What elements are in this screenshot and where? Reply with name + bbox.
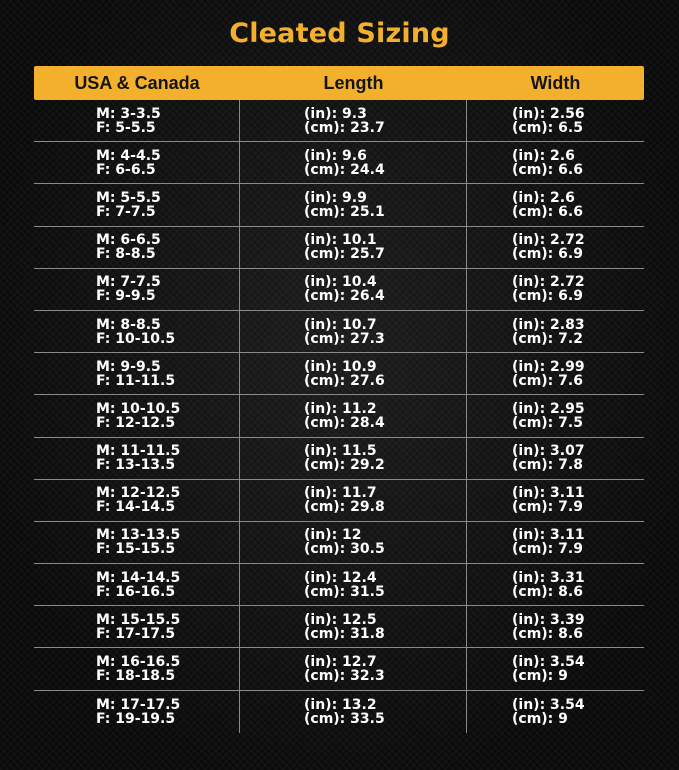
length-in: (in): 10.9 (304, 358, 377, 375)
header-usa-canada: USA & Canada (74, 72, 200, 93)
width-in: (in): 3.39 (512, 611, 585, 628)
cell-usa-canada (34, 691, 240, 733)
length-cm: (cm): 24.4 (304, 161, 385, 178)
width-in: (in): 2.83 (512, 316, 585, 333)
length-in: (in): 10.4 (304, 274, 377, 291)
page-title: Cleated Sizing (229, 18, 450, 49)
width-cm: (cm): 9 (512, 668, 568, 685)
width-in: (in): 3.54 (512, 654, 585, 671)
cell-length (240, 691, 467, 733)
women-size: F: 9-9.5 (96, 288, 156, 305)
cell-length (240, 184, 467, 225)
cell-width (467, 269, 644, 310)
table-row (34, 395, 644, 437)
length-in: (in): 12.4 (304, 569, 377, 586)
cell-usa-canada (34, 648, 240, 689)
table-row (34, 311, 644, 353)
width-cm: (cm): 7.9 (512, 541, 583, 558)
length-in: (in): 11.7 (304, 485, 377, 502)
cell-usa-canada (34, 184, 240, 225)
women-size: F: 13-13.5 (96, 457, 176, 474)
length-cm: (cm): 23.7 (304, 119, 385, 136)
length-in: (in): 11.2 (304, 400, 377, 417)
cell-length (240, 353, 467, 394)
women-size: F: 17-17.5 (96, 625, 176, 642)
cell-length (240, 480, 467, 521)
width-cm: (cm): 9 (512, 710, 568, 727)
cell-length (240, 311, 467, 352)
length-cm: (cm): 29.2 (304, 457, 385, 474)
width-cm: (cm): 6.6 (512, 203, 583, 220)
length-in: (in): 9.9 (304, 189, 367, 206)
men-size: M: 12-12.5 (96, 485, 181, 502)
table-row (34, 522, 644, 564)
length-cm: (cm): 31.8 (304, 625, 385, 642)
table-body (34, 100, 644, 733)
cell-usa-canada (34, 269, 240, 310)
table-header (34, 66, 644, 100)
men-size: M: 4-4.5 (96, 147, 161, 164)
table-row (34, 648, 644, 690)
cell-usa-canada (34, 395, 240, 436)
cell-width (467, 100, 644, 141)
width-in: (in): 2.56 (512, 105, 585, 122)
width-in: (in): 2.72 (512, 274, 585, 291)
length-cm: (cm): 29.8 (304, 499, 385, 516)
length-cm: (cm): 27.3 (304, 330, 385, 347)
width-in: (in): 2.6 (512, 147, 575, 164)
women-size: F: 19-19.5 (96, 710, 176, 727)
length-cm: (cm): 25.1 (304, 203, 385, 220)
table-row (34, 691, 644, 733)
cell-width (467, 438, 644, 479)
width-in: (in): 3.11 (512, 527, 585, 544)
men-size: M: 5-5.5 (96, 189, 161, 206)
width-cm: (cm): 6.9 (512, 288, 583, 305)
length-cm: (cm): 28.4 (304, 414, 385, 431)
cell-width (467, 648, 644, 689)
width-cm: (cm): 6.6 (512, 161, 583, 178)
cell-width (467, 606, 644, 647)
length-in: (in): 11.5 (304, 443, 377, 460)
men-size: M: 11-11.5 (96, 443, 181, 460)
length-cm: (cm): 33.5 (304, 710, 385, 727)
table-row (34, 269, 644, 311)
width-in: (in): 3.11 (512, 485, 585, 502)
cell-width (467, 227, 644, 268)
length-in: (in): 10.1 (304, 232, 377, 249)
width-cm: (cm): 8.6 (512, 625, 583, 642)
width-in: (in): 2.6 (512, 189, 575, 206)
men-size: M: 17-17.5 (96, 696, 181, 713)
cell-length (240, 564, 467, 605)
women-size: F: 18-18.5 (96, 668, 176, 685)
cell-usa-canada (34, 100, 240, 141)
cell-width (467, 395, 644, 436)
cell-length (240, 395, 467, 436)
men-size: M: 15-15.5 (96, 611, 181, 628)
men-size: M: 9-9.5 (96, 358, 161, 375)
cell-length (240, 606, 467, 647)
cell-width (467, 480, 644, 521)
length-cm: (cm): 27.6 (304, 372, 385, 389)
cell-length (240, 227, 467, 268)
men-size: M: 10-10.5 (96, 400, 181, 417)
men-size: M: 16-16.5 (96, 654, 181, 671)
width-cm: (cm): 7.9 (512, 499, 583, 516)
cell-usa-canada (34, 606, 240, 647)
length-in: (in): 10.7 (304, 316, 377, 333)
women-size: F: 15-15.5 (96, 541, 176, 558)
cell-width (467, 142, 644, 183)
cell-length (240, 100, 467, 141)
width-in: (in): 3.54 (512, 696, 585, 713)
men-size: M: 13-13.5 (96, 527, 181, 544)
cell-usa-canada (34, 564, 240, 605)
cell-width (467, 311, 644, 352)
cell-usa-canada (34, 522, 240, 563)
width-in: (in): 2.72 (512, 232, 585, 249)
length-cm: (cm): 30.5 (304, 541, 385, 558)
men-size: M: 14-14.5 (96, 569, 181, 586)
length-cm: (cm): 26.4 (304, 288, 385, 305)
cell-usa-canada (34, 353, 240, 394)
table-row (34, 100, 644, 142)
table-row (34, 227, 644, 269)
men-size: M: 6-6.5 (96, 232, 161, 249)
women-size: F: 8-8.5 (96, 246, 156, 263)
table-row (34, 606, 644, 648)
width-cm: (cm): 6.9 (512, 246, 583, 263)
cell-usa-canada (34, 480, 240, 521)
width-cm: (cm): 6.5 (512, 119, 583, 136)
cell-width (467, 522, 644, 563)
table-row (34, 353, 644, 395)
men-size: M: 7-7.5 (96, 274, 161, 291)
length-in: (in): 13.2 (304, 696, 377, 713)
women-size: F: 6-6.5 (96, 161, 156, 178)
width-cm: (cm): 7.8 (512, 457, 583, 474)
length-in: (in): 9.6 (304, 147, 367, 164)
length-cm: (cm): 25.7 (304, 246, 385, 263)
cell-usa-canada (34, 227, 240, 268)
width-cm: (cm): 7.6 (512, 372, 583, 389)
width-in: (in): 2.95 (512, 400, 585, 417)
cell-width (467, 691, 644, 733)
header-width: Width (530, 72, 581, 93)
women-size: F: 5-5.5 (96, 119, 156, 136)
cell-width (467, 353, 644, 394)
table-row (34, 142, 644, 184)
width-cm: (cm): 7.2 (512, 330, 583, 347)
women-size: F: 12-12.5 (96, 414, 176, 431)
men-size: M: 8-8.5 (96, 316, 161, 333)
women-size: F: 10-10.5 (96, 330, 176, 347)
cell-usa-canada (34, 438, 240, 479)
length-in: (in): 12.7 (304, 654, 377, 671)
cell-usa-canada (34, 142, 240, 183)
cell-usa-canada (34, 311, 240, 352)
header-length: Length (323, 72, 384, 93)
cell-length (240, 522, 467, 563)
length-in: (in): 12 (304, 527, 362, 544)
women-size: F: 11-11.5 (96, 372, 176, 389)
width-cm: (cm): 7.5 (512, 414, 583, 431)
width-in: (in): 3.31 (512, 569, 585, 586)
sizing-table (34, 66, 644, 733)
cell-length (240, 142, 467, 183)
table-row (34, 184, 644, 226)
width-cm: (cm): 8.6 (512, 583, 583, 600)
length-in: (in): 9.3 (304, 105, 367, 122)
table-row (34, 564, 644, 606)
width-in: (in): 3.07 (512, 443, 585, 460)
women-size: F: 14-14.5 (96, 499, 176, 516)
cell-width (467, 564, 644, 605)
men-size: M: 3-3.5 (96, 105, 161, 122)
women-size: F: 16-16.5 (96, 583, 176, 600)
width-in: (in): 2.99 (512, 358, 585, 375)
cell-length (240, 648, 467, 689)
length-cm: (cm): 31.5 (304, 583, 385, 600)
length-cm: (cm): 32.3 (304, 668, 385, 685)
cell-width (467, 184, 644, 225)
women-size: F: 7-7.5 (96, 203, 156, 220)
length-in: (in): 12.5 (304, 611, 377, 628)
cell-length (240, 438, 467, 479)
table-row (34, 438, 644, 480)
cell-length (240, 269, 467, 310)
table-row (34, 480, 644, 522)
